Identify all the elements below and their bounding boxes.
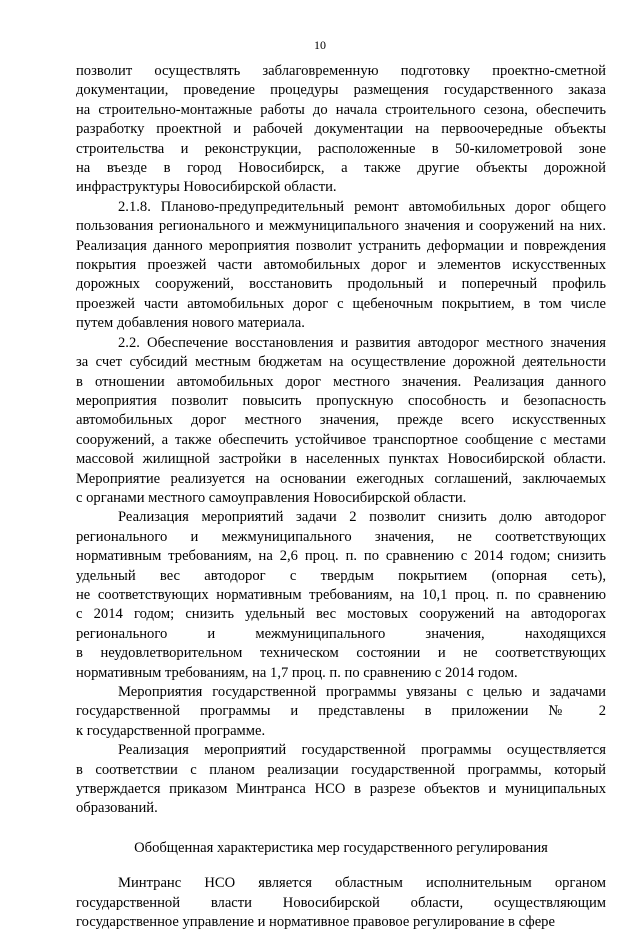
- paragraphs-after-heading: [76, 874, 606, 932]
- text-line: 2.2. Обеспечение восстановления и развития автодорог местного значения: [118, 334, 606, 351]
- paragraph-p2: [76, 198, 606, 334]
- text-line: Минтранс НСО является областным исполнительным органом: [118, 875, 606, 892]
- text-line: удельный вес автодорог с твердым покрытием (опорная сеть),: [76, 567, 606, 584]
- text-line: проезжей части автомобильных дорог с щебеночным покрытием, в том числе: [76, 295, 606, 312]
- text-line: Реализация мероприятий государственной программы осуществляется: [118, 742, 606, 759]
- text-line: путем добавления нового материала.: [76, 315, 305, 332]
- text-line: инфраструктуры Новосибирской области.: [76, 179, 337, 196]
- text-line: в неудовлетворительном техническом состоянии и не соответствующих: [76, 645, 606, 662]
- text-line: государственной власти Новосибирской области, осуществляющим: [76, 894, 606, 911]
- paragraph-p1: [76, 62, 606, 198]
- paragraphs-before-heading: [76, 62, 606, 819]
- text-line: Мероприятие реализуется на основании ежегодных соглашений, заключаемых: [76, 470, 606, 487]
- paragraph-p4: [76, 508, 606, 683]
- paragraph-p5: [76, 683, 606, 741]
- text-line: государственное управление и нормативное правовое регулирование в сфере: [76, 914, 555, 931]
- text-line: 2.1.8. Планово-предупредительный ремонт автомобильных дорог общего: [118, 198, 606, 215]
- paragraph-p6: [76, 741, 606, 819]
- paragraph-p7: [76, 874, 606, 932]
- text-line: мероприятия позволит повысить пропускную способность и безопасность: [76, 392, 606, 409]
- text-line: пользования регионального и межмуниципального значения и сооружений на них.: [76, 218, 606, 235]
- text-line: Мероприятия государственной программы увязаны с целью и задачами: [118, 684, 606, 700]
- text-line: документации, проведение процедуры размещения государственного заказа: [76, 82, 606, 99]
- text-line: регионального и межмуниципального значения, находящихся: [76, 625, 606, 642]
- text-line: государственной программы и представлены в приложении № 2: [76, 703, 606, 720]
- text-line: за счет субсидий местным бюджетам на осуществление дорожной деятельности: [76, 354, 606, 371]
- paragraph-p3: [76, 334, 606, 509]
- text-line: покрытия проезжей части автомобильных дорог и элементов искусственных: [76, 257, 606, 274]
- text-line: дорожных сооружений, восстановить продольный и поперечный профиль: [76, 276, 606, 293]
- page-number: 10: [314, 38, 326, 52]
- text-line: Реализация данного мероприятия позволит устранить деформации и повреждения: [76, 237, 606, 254]
- text-line: утверждается приказом Минтранса НСО в разрезе объектов и муниципальных: [76, 781, 606, 798]
- text-line: разработку проектной и рабочей документации на первоочередные объекты: [76, 121, 606, 138]
- document-body: [76, 62, 606, 932]
- text-line: в отношении автомобильных дорог местного значения. Реализация данного: [76, 373, 606, 390]
- text-line: к государственной программе.: [76, 722, 266, 739]
- text-line: на строительно-монтажные работы до начала строительного сезона, обеспечить: [76, 101, 606, 118]
- text-line: массовой жилищной застройки в населенных пунктах Новосибирской области.: [76, 451, 606, 468]
- text-line: образований.: [76, 800, 158, 817]
- text-line: Реализация мероприятий задачи 2 позволит снизить долю автодорог: [118, 509, 606, 526]
- text-line: нормативным требованиям, на 1,7 проц. п. по сравнению с 2014 годом.: [76, 664, 518, 681]
- text-line: нормативным требованиям, на 2,6 проц. п. по сравнению с 2014 годом; снизить: [76, 548, 606, 565]
- text-line: регионального и межмуниципального значения, не соответствующих: [76, 528, 606, 545]
- text-line: на въезде в город Новосибирск, а также другие объекты дорожной: [76, 160, 606, 177]
- text-line: в соответствии с планом реализации государственной программы, который: [76, 761, 606, 778]
- text-line: сооружений, а также обеспечить устойчивое транспортное сообщение с местами: [76, 431, 606, 448]
- text-line: с 2014 годом; снизить удельный вес мостовых сооружений на автодорогах: [76, 606, 606, 623]
- text-line: не соответствующих нормативным требованиям, на 10,1 проц. п. по сравнению: [76, 586, 606, 603]
- text-line: позволит осуществлять заблаговременную подготовку проектно-сметной: [76, 63, 606, 79]
- section-heading: Обобщенная характеристика мер государственного регулирования: [134, 839, 548, 856]
- text-line: автомобильных дорог местного значения, прежде всего искусственных: [76, 412, 606, 429]
- text-line: строительства и реконструкции, расположенные в 50-километровой зоне: [76, 140, 606, 157]
- text-line: с органами местного самоуправления Новосибирской области.: [76, 489, 467, 506]
